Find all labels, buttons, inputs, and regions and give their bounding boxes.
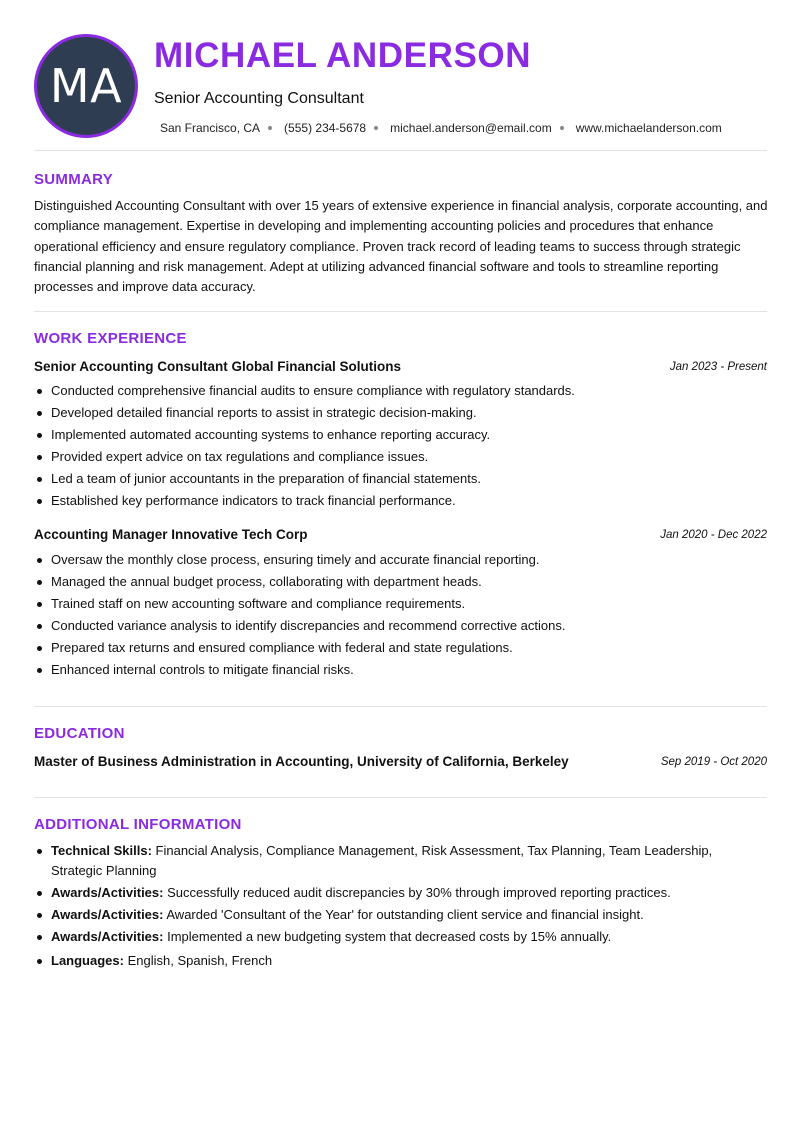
section-title-experience: WORK EXPERIENCE [34, 330, 187, 347]
section-title-additional: ADDITIONAL INFORMATION [34, 816, 242, 833]
job-dates: Jan 2023 - Present [669, 361, 767, 373]
avatar [34, 34, 138, 138]
info-label: Awards/Activities: [51, 907, 164, 922]
job-role: Senior Accounting Consultant Global Financial Solutions [34, 359, 402, 374]
list-item: Implemented automated accounting systems to enhance reporting accuracy. [34, 425, 767, 447]
avatar-initials: MA [49, 59, 123, 113]
contact-location: San Francisco, CA [160, 121, 261, 135]
list-item [34, 951, 754, 971]
list-item: Oversaw the monthly close process, ensuring timely and accurate financial reporting. [34, 550, 767, 572]
divider [34, 797, 767, 798]
job-role: Accounting Manager Innovative Tech Corp [34, 527, 308, 542]
separator-dot [560, 126, 564, 130]
divider [34, 706, 767, 707]
info-text: Successfully reduced audit discrepancies by 30% through improved reporting practices. [163, 885, 671, 900]
candidate-name: MICHAEL ANDERSON [154, 36, 532, 75]
education-entry [34, 754, 767, 772]
divider [34, 150, 767, 151]
list-item: Managed the annual budget process, collaborating with department heads. [34, 572, 767, 594]
contact-phone: (555) 234-5678 [284, 121, 367, 135]
job-header [34, 527, 767, 545]
section-title-education: EDUCATION [34, 725, 125, 742]
job-bullets [34, 550, 767, 682]
list-item: Established key performance indicators to track financial performance. [34, 491, 767, 513]
education-dates: Sep 2019 - Oct 2020 [660, 756, 767, 768]
list-item [34, 841, 754, 881]
candidate-title: Senior Accounting Consultant [154, 90, 364, 107]
list-item: Trained staff on new accounting software and compliance requirements. [34, 594, 767, 616]
education-degree: Master of Business Administration in Accounting, University of California, Berkeley [34, 754, 569, 769]
info-label: Technical Skills: [51, 843, 152, 858]
list-item: Enhanced internal controls to mitigate financial risks. [34, 660, 767, 682]
list-item: Conducted comprehensive financial audits to ensure compliance with regulatory standards. [34, 381, 767, 403]
separator-dot [374, 126, 378, 130]
info-label: Awards/Activities: [51, 885, 164, 900]
info-text: English, Spanish, French [123, 953, 273, 968]
job-header [34, 359, 767, 377]
separator-dot [268, 126, 272, 130]
list-item [34, 927, 754, 947]
list-item: Led a team of junior accountants in the preparation of financial statements. [34, 469, 767, 491]
resume-header [34, 34, 767, 138]
contact-email[interactable]: michael.anderson@email.com [390, 121, 552, 135]
section-title-summary: SUMMARY [34, 171, 114, 188]
contact-line [160, 121, 722, 135]
list-item: Conducted variance analysis to identify discrepancies and recommend corrective actions. [34, 616, 767, 638]
info-label: Awards/Activities: [51, 929, 164, 944]
contact-website[interactable]: www.michaelanderson.com [575, 121, 722, 135]
list-item [34, 883, 754, 903]
info-text: Awarded 'Consultant of the Year' for outstanding client service and financial insight. [163, 907, 644, 922]
job-bullets [34, 381, 767, 513]
info-text: Implemented a new budgeting system that decreased costs by 15% annually. [163, 929, 612, 944]
info-label: Languages: [51, 953, 124, 968]
list-item [34, 905, 754, 925]
list-item: Developed detailed financial reports to assist in strategic decision-making. [34, 403, 767, 425]
summary-text: Distinguished Accounting Consultant with over 15 years of extensive experience in financial analysis, corporate accounting, and compliance management. Expertise in developing and implementing accounting policies and procedures that enhance operational efficiency and ensure regulatory compliance. Proven track record of leading teams to success through strategic financial planning and risk management. Adept at utilizing advanced financial software and tools to streamline reporting processes and improve data accuracy. [34, 198, 768, 295]
list-item: Provided expert advice on tax regulations and compliance issues. [34, 447, 767, 469]
job-dates: Jan 2020 - Dec 2022 [660, 529, 767, 541]
divider [34, 311, 767, 312]
info-text: Financial Analysis, Compliance Management, Risk Assessment, Tax Planning, Team Leadership, Strategic Planning [51, 843, 713, 878]
additional-info-list [34, 841, 754, 973]
list-item: Prepared tax returns and ensured compliance with federal and state regulations. [34, 638, 767, 660]
